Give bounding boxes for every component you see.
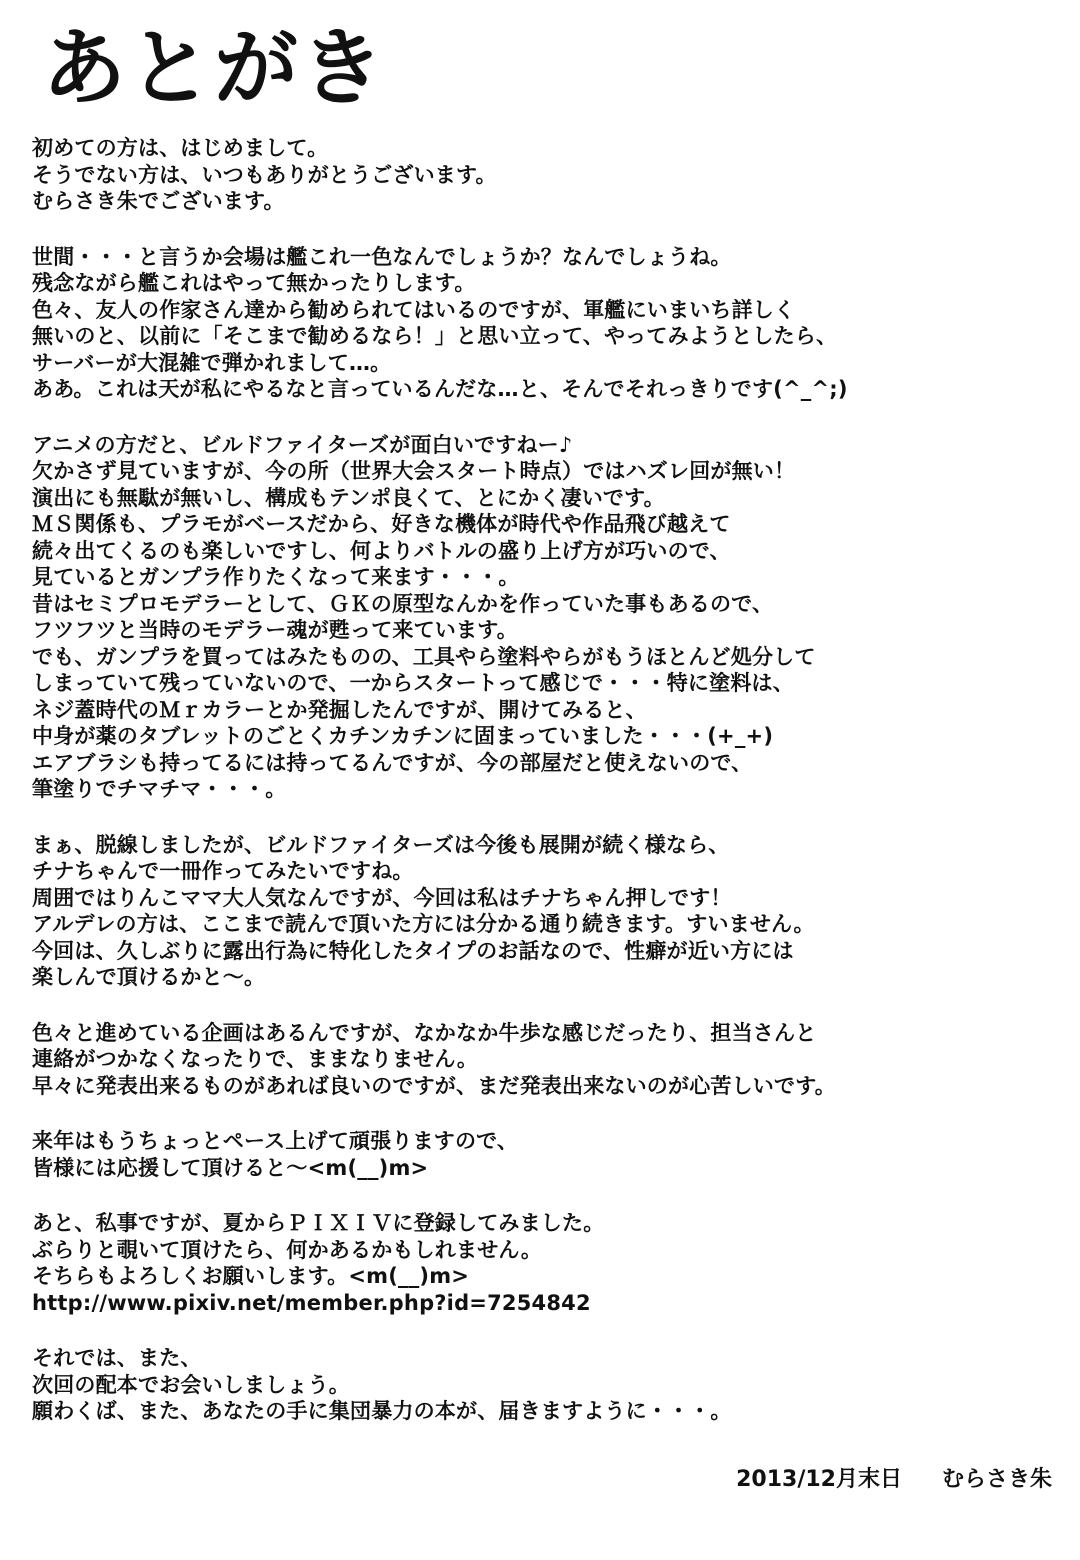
text-line: サーバーが大混雑で弾かれまして…。 [32, 350, 392, 375]
paragraph-greeting [32, 135, 1067, 215]
paragraph-farewell [32, 1345, 1067, 1425]
text-line: 初めての方は、はじめまして。 [32, 136, 329, 160]
text-line: むらさき朱でございます。 [32, 189, 285, 213]
text-line: ネジ蓋時代のＭｒカラーとか発掘したんですが、開けてみると、 [32, 697, 647, 722]
text-line: 次回の配本でお会いしましょう。 [32, 1372, 350, 1397]
text-line: でも、ガンプラを買ってはみたものの、工具やら塗料やらがもうほとんど処分して [32, 644, 816, 669]
text-line: フツフツと当時のモデラー魂が甦って来ています。 [32, 618, 518, 642]
text-line: 周囲ではりんこママ大人気なんですが、今回は私はチナちゃん押しです！ [32, 885, 732, 910]
text-line: あと、私事ですが、夏からＰＩＸＩＶに登録してみました。 [32, 1211, 605, 1235]
text-line: 残念ながら艦これはやって無かったりします。 [32, 271, 476, 295]
text-line: 続々出てくるのも楽しいですし、何よりバトルの盛り上げ方が巧いので、 [32, 538, 731, 563]
text-line: 筆塗りでチマチマ・・・。 [32, 777, 287, 801]
text-line: 色々、友人の作家さん達から勧められてはいるのですが、軍艦にいまいち詳しく [32, 297, 796, 322]
text-line: 願わくば、また、あなたの手に集団暴力の本が、届きますように・・・。 [32, 1399, 732, 1423]
text-line: 来年はもうちょっとペース上げて頑張りますので、 [32, 1129, 519, 1153]
text-line: 楽しんで頂けるかと～。 [32, 965, 266, 989]
paragraph-china-chan [32, 832, 1067, 991]
signature-author: むらさき朱 [941, 1467, 1052, 1492]
paragraph-kancolle [32, 244, 1067, 403]
text-line: 世間・・・と言うか会場は艦これ一色なんでしょうか？なんでしょうね。 [32, 244, 732, 269]
paragraph-next-year [32, 1128, 1067, 1181]
text-line: アルデレの方は、ここまで読んで頂いた方には分かる通り続きます。すいません。 [32, 912, 815, 936]
text-line: まぁ、脱線しましたが、ビルドファイターズは今後も展開が続く様なら、 [32, 832, 730, 857]
text-line: 欠かさず見ていますが、今の所（世界大会スタート時点）ではハズレ回が無い！ [32, 459, 796, 483]
text-line: アニメの方だと、ビルドファイターズが面白いですねー♪ [32, 432, 573, 457]
text-line: チナちゃんで一冊作ってみたいですね。 [32, 859, 414, 883]
text-line: 昔はセミプロモデラーとして、ＧＫの原型なんかを作っていた事もあるので、 [32, 591, 774, 616]
text-line: そうでない方は、いつもありがとうございます。 [32, 162, 497, 187]
paragraph-pixiv [32, 1210, 1067, 1316]
text-line: 皆様には応援して頂けると～<m(__)m> [32, 1155, 429, 1180]
text-line: それでは、また、 [32, 1346, 202, 1370]
text-line: 今回は、久しぶりに露出行為に特化したタイプのお話なので、性癖が近い方には [32, 938, 794, 963]
text-line: ぶらりと覗いて頂けたら、何かあるかもしれません。 [32, 1237, 543, 1262]
text-line: 連絡がつかなくなったりで、ままなりません。 [32, 1047, 479, 1071]
page-title: あとがき [42, 19, 387, 117]
text-line: しまっていて残っていないので、一からスタートって感じで・・・特に塗料は、 [32, 671, 794, 695]
text-line: 中身が薬のタブレットのごとくカチンカチンに固まっていました・・・(+_+) [32, 724, 774, 748]
paragraph-build-fighters [32, 432, 1067, 803]
signature [736, 1462, 1052, 1493]
text-line: 色々と進めている企画はあるんですが、なかなか牛歩な感じだったり、担当さんと [32, 1020, 817, 1045]
pixiv-url: http://www.pixiv.net/member.php?id=7254842 [32, 1290, 591, 1315]
text-line: ああ。これは天が私にやるなと言っているんだな…と、そんでそれっきりです(^_^;) [32, 377, 848, 401]
text-line: 無いのと、以前に「そこまで勧めるなら！」と思い立って、やってみようとしたら、 [32, 324, 838, 348]
afterword-body [32, 135, 1067, 1454]
text-line: ＭＳ関係も、プラモがベースだから、好きな機体が時代や作品飛び越えて [32, 512, 731, 536]
text-line: 早々に発表出来るものがあれば良いのですが、まだ発表出来ないのが心苦しいです。 [32, 1073, 836, 1098]
text-line: 見ているとガンプラ作りたくなって来ます・・・。 [32, 565, 520, 589]
paragraph-projects [32, 1020, 1067, 1100]
text-line: 演出にも無駄が無いし、構成もテンポ良くて、とにかく凄いです。 [32, 485, 665, 510]
text-line: エアブラシも持ってるには持ってるんですが、今の部屋だと使えないので、 [32, 750, 753, 775]
text-line: そちらもよろしくお願いします。<m(__)m> [32, 1264, 470, 1288]
signature-date: 2013/12月末日 [736, 1467, 902, 1492]
